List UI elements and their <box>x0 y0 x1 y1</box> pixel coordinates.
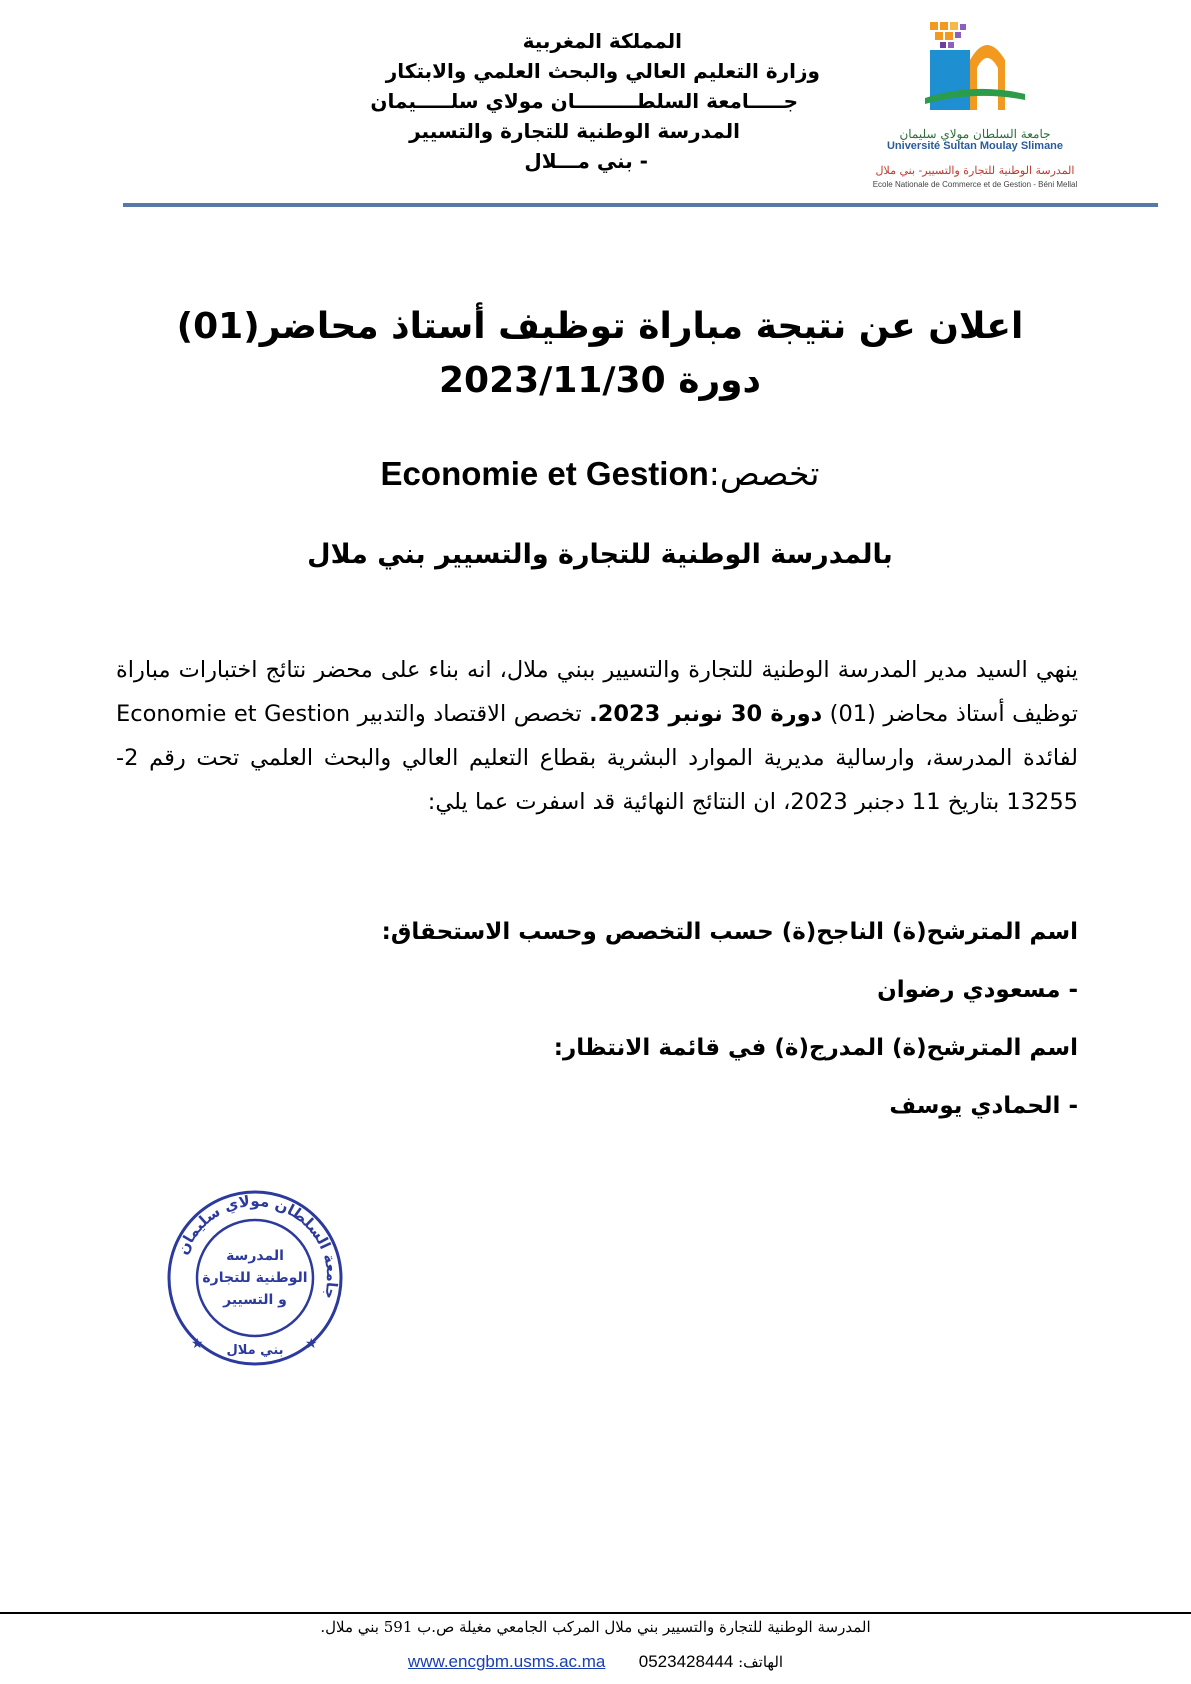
svg-text:★: ★ <box>305 1336 318 1352</box>
logo-text-ar: جامعة السلطان مولاي سليمان <box>899 127 1051 141</box>
svg-text:بني ملال: بني ملال <box>226 1343 284 1358</box>
logo-text-fr: Université Sultan Moulay Slimane <box>886 140 1064 152</box>
body-bold-date: دورة 30 نونبر 2023. <box>589 701 823 727</box>
waitlist-name: - الحمادي يوسف <box>889 1093 1078 1119</box>
announcement-title <box>120 300 1080 408</box>
svg-text:و التسيير: و التسيير <box>223 1292 287 1308</box>
footer-contact <box>0 1652 1191 1672</box>
winner-name: - مسعودي رضوان <box>877 977 1078 1003</box>
winner-label: اسم المترشح(ة) الناجح(ة) حسب التخصص وحسب الاستحقاق: <box>381 919 1078 945</box>
header-divider <box>123 203 1158 207</box>
logo-school-ar: المدرسة الوطنية للتجارة والتسيير- بني ملال <box>875 164 1075 177</box>
specialty-label: تخصص: <box>708 454 820 493</box>
footer-divider <box>0 1612 1191 1614</box>
waitlist-label: اسم المترشح(ة) المدرج(ة) في قائمة الانتظار: <box>553 1035 1078 1061</box>
announcement-body <box>116 648 1078 824</box>
header-school: المدرسة الوطنية للتجارة والتسيير <box>409 119 740 143</box>
header-university: جـــــامعة السلطـــــــــان مولاي سلـــــيمان <box>370 89 798 113</box>
body-part-1: ينهي السيد مدير المدرسة الوطنية للتجارة والتسيير ببني ملال، انه بناء على محضر نتائج اختبارات مباراة توظيف أستاذ محاضر (01) <box>116 657 1079 727</box>
official-stamp <box>165 1188 345 1368</box>
specialty-line <box>120 452 1080 496</box>
title-line-2: دورة 2023/11/30 <box>438 360 762 401</box>
svg-text:★: ★ <box>191 1336 204 1352</box>
school-line: بالمدرسة الوطنية للتجارة والتسيير بني ملال <box>307 539 893 570</box>
header-institution-lines <box>370 26 820 176</box>
header-city: - بني مـــلال <box>524 149 648 173</box>
logo-school-fr: Ecole Nationale de Commerce et de Gestion - Béni Mellal <box>872 180 1078 189</box>
footer-address: المدرسة الوطنية للتجارة والتسيير بني ملال المركب الجامعي مغيلة ص.ب 591 بني ملال. <box>320 1618 871 1636</box>
footer-phone: 0523428444 <box>638 1652 734 1671</box>
svg-text:جامعة السلطان مولاي سليمان: جامعة السلطان مولاي سليمان <box>173 1191 342 1301</box>
logo-emblem-icon <box>925 20 1025 120</box>
footer-phone-label: الهاتف: <box>738 1653 784 1671</box>
header-ministry: وزارة التعليم العالي والبحث العلمي والابتكار <box>385 59 820 83</box>
specialty-value: Economie et Gestion <box>380 455 709 492</box>
svg-text:المدرسة: المدرسة <box>226 1248 284 1264</box>
header-kingdom: المملكة المغربية <box>522 29 682 53</box>
university-logo <box>865 20 1085 190</box>
body-part-2: تخصص الاقتصاد والتدبير Economie et Gestion لفائدة المدرسة، وارسالية مديرية الموارد البشرية بقطاع التعليم العالي والبحث العلمي تحت رقم 2-13255 بتاريخ 11 دجنبر 2023، ان النتائج النهائية قد اسفرت عما يلي: <box>116 701 1078 815</box>
stamp-seal-icon <box>165 1188 345 1368</box>
title-line-1: اعلان عن نتيجة مباراة توظيف أستاذ محاضر(01) <box>176 306 1024 347</box>
svg-text:الوطنية للتجارة: الوطنية للتجارة <box>202 1270 308 1286</box>
footer-website-link[interactable]: www.encgbm.usms.ac.ma <box>407 1652 606 1671</box>
